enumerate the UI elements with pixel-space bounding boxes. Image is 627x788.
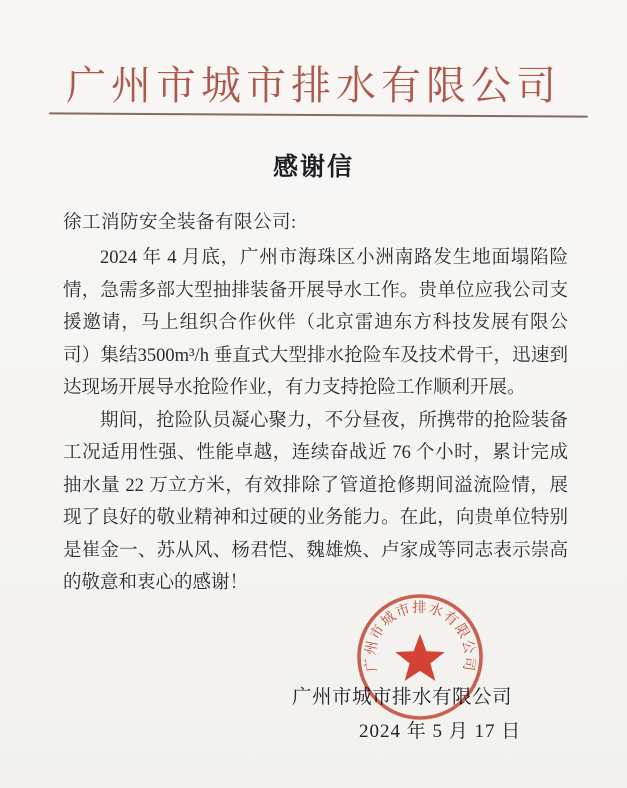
document-title: 感谢信 [272, 154, 354, 181]
body-paragraph-2: 期间，抢险队员凝心聚力，不分昼夜，所携带的抢险装备工况适用性强、性能卓越，连续奋战近 76 个小时，累计完成抽水量 22 万立方米，有效排除了管道抢修期间溢流险情，展现了良好的敬业精神和过硬的业务能力。在此，向贵单位特别是崔金一、苏从风、杨君恺、魏雄焕、卢家成等同志表示崇高的敬意和衷心的感谢！ [63, 410, 568, 593]
salutation-recipient: 徐工消防安全装备有限公司: [63, 213, 297, 233]
company-seal-stamp [345, 582, 495, 732]
body-paragraph-1: 2024 年 4 月底，广州市海珠区小洲南路发生地面塌陷险情，急需多部大型抽排装备开展导水工作。贵单位应我公司支援邀请，马上组织合作伙伴（北京雷迪东方科技发展有限公司）集结3500m³/h 垂直式大型排水抢险车及技术骨干，迅速到达现场开展导水抢险作业，有力支持抢险工作顺利开展。 [63, 248, 568, 398]
signature-date: 2024 年 5 月 17 日 [359, 721, 522, 742]
letter-body [63, 242, 568, 600]
signature-company-name: 广州市城市排水有限公司 [292, 687, 513, 708]
red-star-icon [395, 634, 444, 681]
letterhead-divider-line [49, 112, 588, 117]
seal-ring-text: 广州市城市排水有限公司 [363, 600, 477, 673]
letterhead-company-title: 广州市城市排水有限公司 [66, 63, 561, 108]
